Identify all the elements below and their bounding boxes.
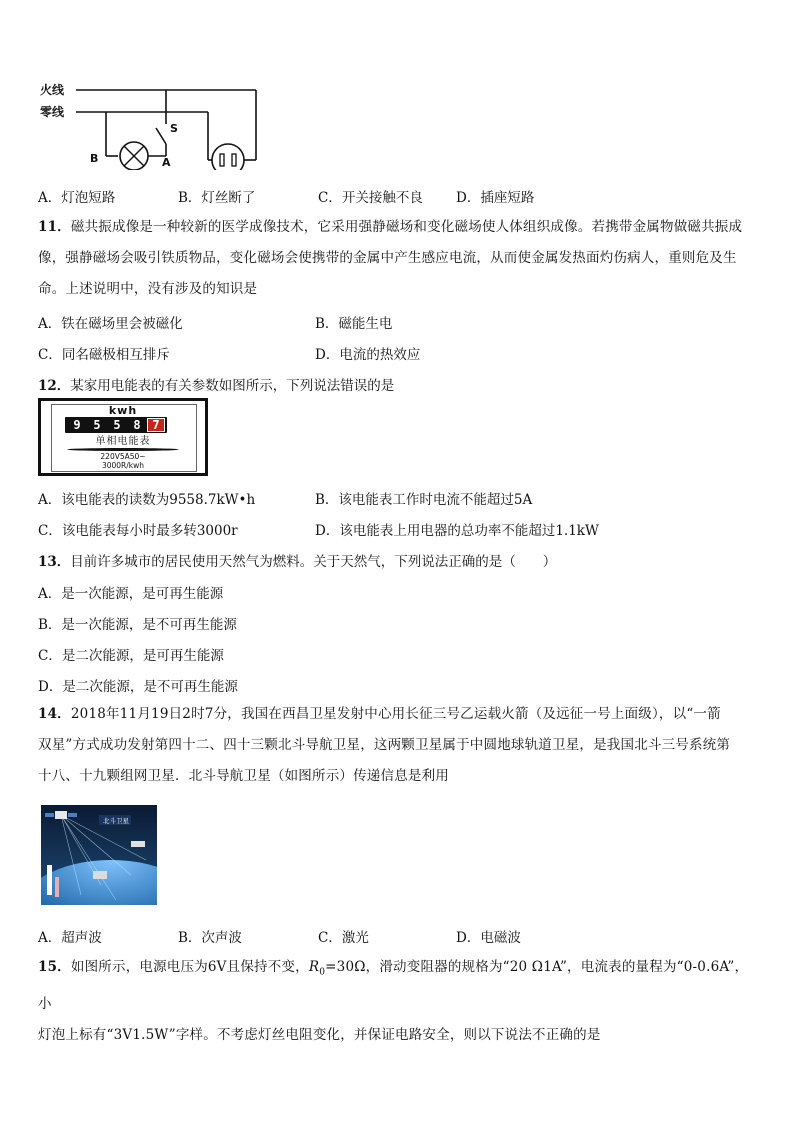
q11-option-b: B．磁能生电	[315, 316, 393, 332]
q15-line-2: 灯泡上标有“3V1.5W”字样。不考虑灯丝电阻变化，并保证电路安全，则以下说法不正确的是	[38, 1026, 601, 1043]
q12-option-c: C．该电能表每小时最多转3000r	[38, 523, 238, 539]
q11-line-1: 磁共振成像是一种较新的医学成像技术，它采用强静磁场和变化磁场使人体组织成像。若携带金属物做磁共振成	[70, 219, 743, 235]
q13-stem	[38, 550, 556, 570]
q11-number: 11．	[38, 219, 71, 235]
q10-option-c: C．开关接触不良	[318, 190, 423, 206]
q12-option-b: B．该电能表工作时电流不能超过5A	[315, 492, 533, 508]
live-wire-label: 火线	[40, 83, 65, 97]
q11-option-c: C．同名磁极相互排斥	[38, 347, 170, 363]
q13-number: 13．	[38, 554, 71, 570]
q14-option-b: B．次声波	[178, 930, 242, 946]
r0-symbol: $R_0$	[308, 959, 326, 978]
q15-text-1a: 如图所示，电源电压为6V且保持不变，	[70, 959, 309, 975]
q13-option-d: D．是二次能源，是不可再生能源	[38, 679, 238, 695]
q15-number: 15．	[38, 959, 71, 975]
image-caption: 北斗卫星	[103, 817, 129, 825]
label-b: B	[90, 152, 99, 165]
q10-option-b: B．灯丝断了	[178, 190, 256, 206]
q13-option-b: B．是一次能源，是不可再生能源	[38, 617, 237, 633]
q14-number: 14．	[38, 706, 71, 722]
q12-option-a: A．该电能表的读数为9558.7kW•h	[38, 492, 256, 508]
q14-option-a: A．超声波	[38, 930, 102, 946]
meter-decimal-digit: 7	[147, 418, 165, 432]
q14-line-2: 双星”方式成功发射第四十二、四十三颗北斗导航卫星，这两颗卫星属于中圆地球轨道卫星，是我国北斗三号系统第	[38, 737, 731, 753]
q11-stem	[38, 212, 760, 305]
q10-option-a: A．灯泡短路	[38, 190, 116, 206]
meter-spec-2: 3000R/kwh	[101, 461, 145, 470]
switch-symbol	[156, 128, 166, 144]
socket-symbol	[212, 144, 244, 170]
q11-option-a: A．铁在磁场里会被磁化	[38, 316, 183, 332]
meter-disk	[67, 448, 179, 451]
satellite-icon	[55, 811, 67, 819]
energy-meter-figure	[38, 398, 208, 476]
q13-option-c: C．是二次能源，是可再生能源	[38, 648, 224, 664]
label-s: S	[170, 122, 178, 135]
q12-option-d: D．该电能表上用电器的总功率不能超过1.1kW	[315, 523, 599, 539]
q14-option-c: C．激光	[318, 930, 369, 946]
circuit-diagram	[38, 78, 268, 170]
label-a: A	[162, 156, 171, 169]
q14-option-d: D．电磁波	[456, 930, 521, 946]
meter-unit: kwh	[108, 404, 138, 417]
q10-option-d: D．插座短路	[456, 190, 535, 206]
q12-stem	[38, 374, 394, 394]
meter-digit: 9	[73, 418, 81, 432]
neutral-wire-label: 零线	[40, 105, 65, 119]
meter-reading	[65, 417, 167, 433]
q14-stem	[38, 699, 760, 792]
meter-digit: 8	[133, 418, 141, 432]
meter-digit: 5	[93, 418, 101, 432]
q15-stem	[38, 952, 760, 1051]
q12-number: 12．	[38, 378, 71, 394]
q14-line-3: 十八、十九颗组网卫星．北斗导航卫星（如图所示）传递信息是利用	[38, 768, 449, 784]
beidou-satellite-image	[41, 805, 157, 905]
meter-spec-1: 220V5A50~	[100, 452, 146, 461]
q11-line-3: 命。上述说明中，没有涉及的知识是	[38, 281, 258, 297]
meter-name: 单相电能表	[95, 436, 151, 447]
q15-text-1b: =30Ω，滑动变阻器的规格为“20 Ω1A”，电流表的量程为“0-0.6A”，小	[38, 959, 749, 1012]
q12-text: 某家用电能表的有关参数如图所示，下列说法错误的是	[70, 378, 395, 394]
q14-line-1: 2018年11月19日2时7分，我国在西昌卫星发射中心用长征三号乙运载火箭（及远征一号上面级），以“一箭	[70, 706, 721, 722]
q11-option-d: D．电流的热效应	[315, 347, 421, 363]
q13-option-a: A．是一次能源，是可再生能源	[38, 586, 224, 602]
meter-digit: 5	[113, 418, 121, 432]
q13-text: 目前许多城市的居民使用天然气为燃料。关于天然气，下列说法正确的是（ ）	[70, 554, 557, 570]
q11-line-2: 像，强静磁场会吸引铁质物品，变化磁场会使携带的金属中产生感应电流，从而使金属发热面灼伤病人，重则危及生	[38, 250, 737, 266]
